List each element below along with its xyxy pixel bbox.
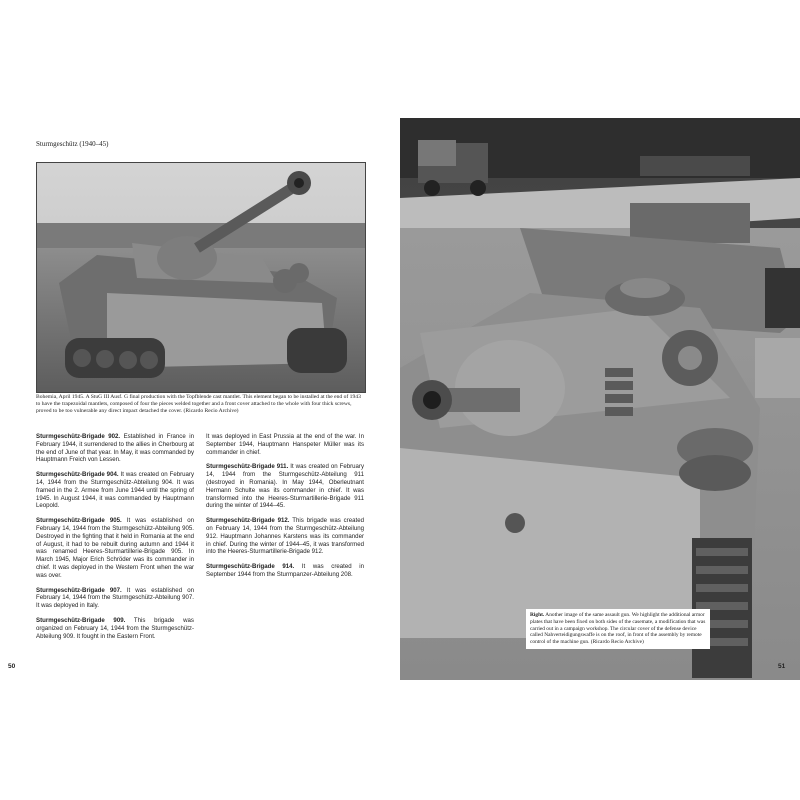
entry-name: Sturmgeschütz-Brigade 911. [206, 463, 289, 471]
entry-name: Sturmgeschütz-Brigade 912. [206, 517, 290, 525]
brigade-entry [36, 433, 194, 464]
entry-text: It was deployed in East Prussia at the end of the war. In September 1944, Hauptmann Hanspeter Müller was its commander in chief. [206, 433, 364, 456]
brigade-entry [206, 563, 364, 579]
entry-name: Sturmgeschütz-Brigade 905. [36, 517, 122, 525]
entry-name: Sturmgeschütz-Brigade 914. [206, 563, 295, 571]
text-column-b [206, 433, 364, 586]
brigade-entry [206, 517, 364, 556]
page-number-left: 50 [8, 663, 16, 670]
entry-name: Sturmgeschütz-Brigade 907. [36, 586, 122, 594]
entry-name: Sturmgeschütz-Brigade 904. [36, 471, 119, 479]
brigade-entry [206, 433, 364, 456]
brigade-entry [36, 617, 194, 640]
brigade-entry [36, 517, 194, 579]
tank-column-photo-icon [400, 118, 800, 680]
caption-text: Another image of the same assault gun. We highlight the additional armor plates that have been fixed on both sides of the casemate, a modification that was carried out in a campaign workshop. The circular cover of the defense device called Nahverteidigungswaffe is on the roof, in front of the assembly by remote control of the machine gun. (Ricardo Recio Archive) [530, 612, 706, 646]
entry-text: It was created on February 14, 1944 from the Sturmgeschütz-Abteilung 911 (destroyed in Romania). In May 1944, Oberleutnant Hermann Schulte was its commander in chief. It was transformed into the Heeres-Sturmartillerie-Brigade 911 during the winter of 1944–45. [206, 463, 365, 510]
caption-lead: Right. [530, 612, 545, 618]
text-column-a [36, 433, 194, 647]
entry-name: Sturmgeschütz-Brigade 902. [36, 433, 121, 440]
brigade-entry [206, 463, 364, 510]
tank-photo-icon [37, 163, 365, 392]
entry-text: It was established on February 14, 1944 from the Sturmgeschütz-Abteilung 905. Destroyed in the fighting that it held in Romania at the end of August, it had to be rebuilt during autumn and 1944 it was renamed Heeres-Sturmartillerie-Brigade 905. In March 1945, Major Erich Schröder was its commander in chief. It was deployed in the Western Front when the war was over. [36, 517, 194, 579]
entry-text: Established in France in February 1944, it surrendered to the allies in Cherbourg at the end of June of that year. In May, it was commanded by Hauptmann Freich von Lessen. [36, 433, 194, 464]
entry-text: It was created in September 1944 from the Sturmpanzer-Abteilung 208. [206, 563, 364, 578]
brigade-entry [36, 471, 194, 510]
right-photo-caption [526, 609, 710, 649]
entry-text: It was created on February 14, 1944 from the Sturmgeschütz-Abteilung 904. It was framed in the 2. Armee from June 1944 until the spring of 1945. In August 1944, it was commanded by Hauptmann Leopold. [36, 471, 194, 510]
page-number-right: 51 [778, 663, 786, 670]
entry-name: Sturmgeschütz-Brigade 909. [36, 616, 126, 624]
entry-text: It was established on February 14, 1944 from the Sturmgeschütz-Abteilung 907. It was deployed in Italy. [36, 586, 194, 610]
tank-column-photo [400, 118, 800, 680]
running-head: Sturmgeschütz (1940–45) [36, 140, 109, 148]
entry-text: This brigade was created on February 14, 1944 from the Sturmgeschütz-Abteilung 912. Hauptmann Johannes Karstens was its commander in chief. During the winter of 1944–45, it was transformed into the Heeres-Sturmartillerie-Brigade 912. [206, 517, 364, 556]
left-page [0, 118, 400, 680]
brigade-entry [36, 587, 194, 610]
tank-photo [36, 162, 366, 393]
photo-caption: Bohemia, April 1945. A StuG III Ausf. G final production with the Topfblende cast mantlet. This element began to be installed at the end of 1943 to have the trapezoidal mantlets, composed of four the pieces welded together and a front cover attached to the whole with four thick screws, proved to be too vulnerable any direct impact detached the cover. (Ricardo Recio Archive) [36, 394, 361, 414]
entry-text: This brigade was organized on February 14, 1944 from the Sturmgeschütz-Abteilung 909. It fought in the Eastern Front. [36, 616, 194, 640]
